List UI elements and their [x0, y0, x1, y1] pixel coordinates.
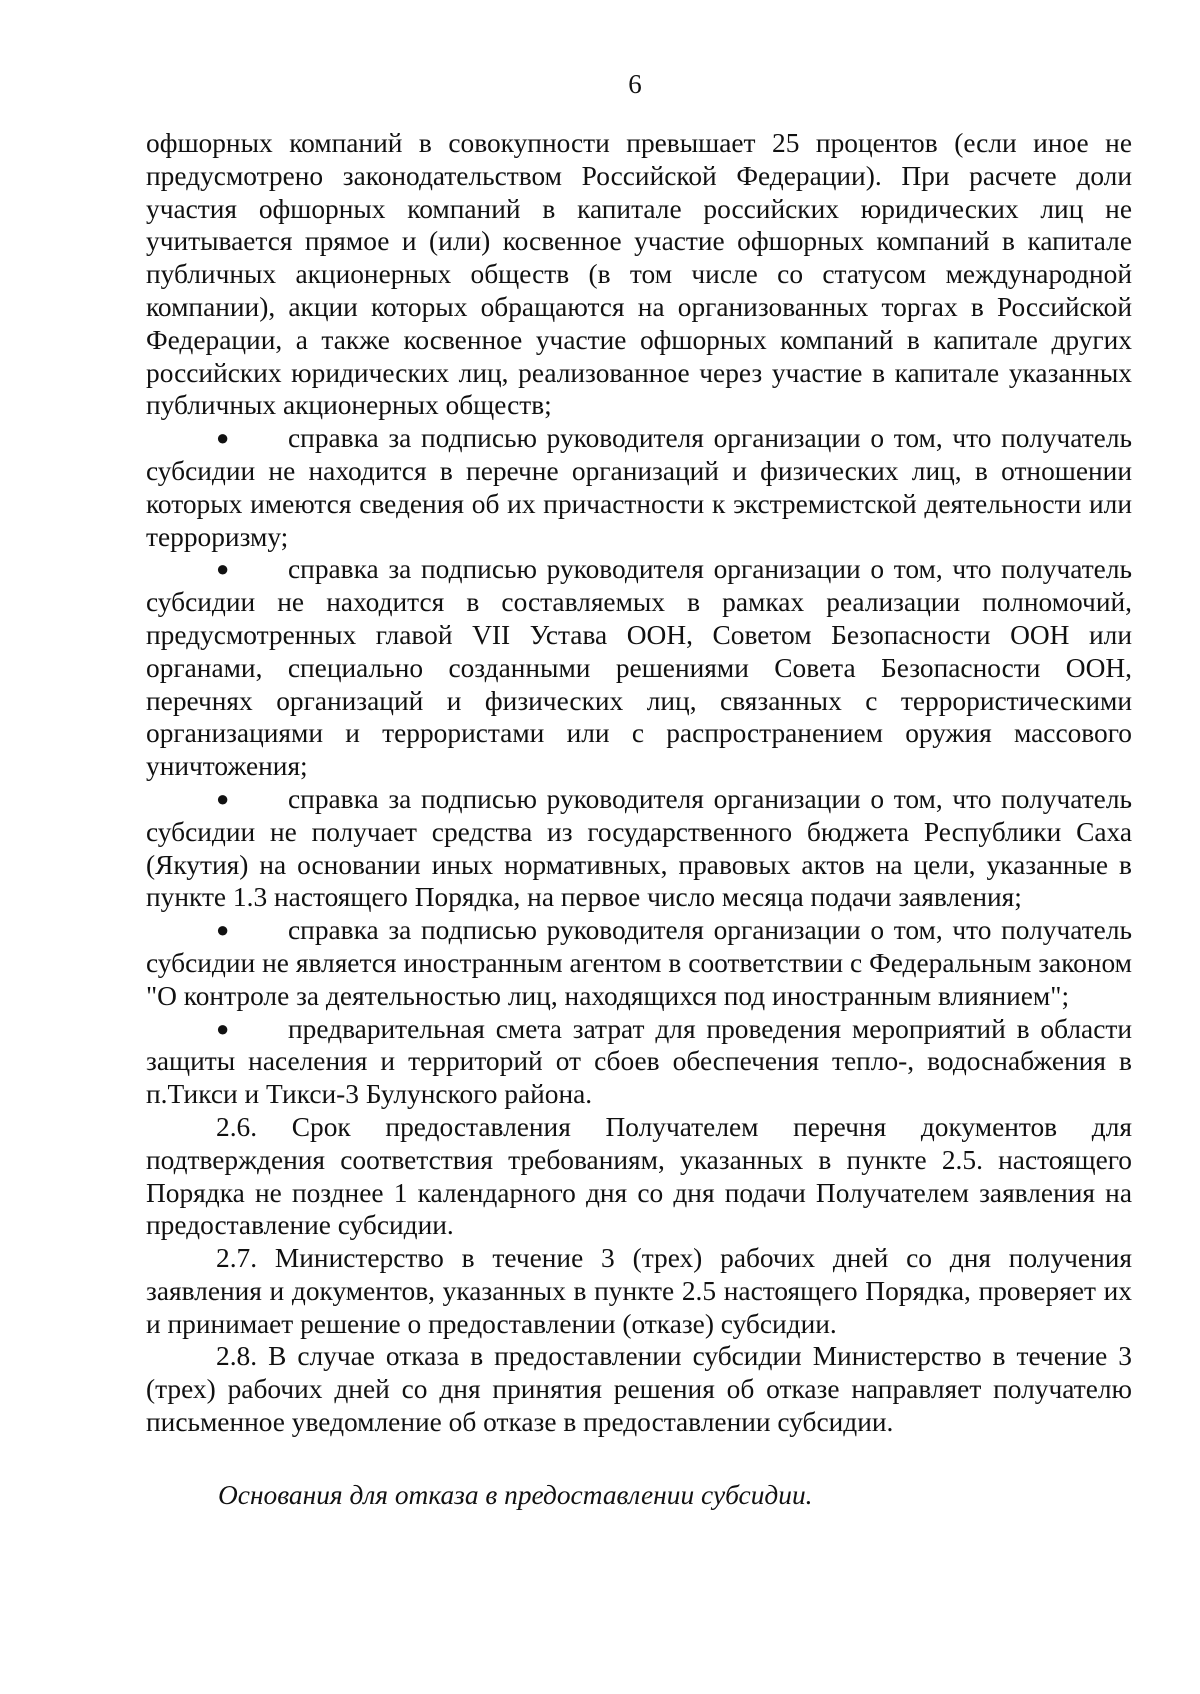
- bullet-item-5: [146, 1013, 1132, 1111]
- bullet-text-5: предварительная смета затрат для проведения мероприятий в области защиты населения и территорий от сбоев обеспечения тепло-, водоснабжения в п.Тикси и Тикси-3 Булунского района.: [146, 1013, 1132, 1110]
- bullet-text-4: справка за подписью руководителя организации о том, что получатель субсидии не является иностранным агентом в соответствии с Федеральным законом "О контроле за деятельностью лиц, находящихся под иностранным влиянием";: [146, 915, 1132, 1011]
- clause-2-8: 2.8. В случае отказа в предоставлении субсидии Министерство в течение 3 (трех) рабочих дней со дня принятия решения об отказе направляет получателю письменное уведомление об отказе в предоставлении субсидии.: [146, 1341, 1132, 1438]
- bullet-icon: ●: [216, 785, 230, 811]
- lead-paragraph: офшорных компаний в совокупности превышает 25 процентов (если иное не предусмотрено законодательством Российской Федерации). При расчете доли участия офшорных компаний в капитале российских юридических лиц не учитывается прямое и (или) косвенное участие офшорных компаний в капитале публичных акционерных обществ (в том числе со статусом международной компании), акции которых обращаются на организованных торгах в Российской Федерации, а также косвенное участие офшорных компаний в капитале других российских юридических лиц, реализованное через участие в капитале указанных публичных акционерных обществ;: [146, 128, 1132, 421]
- bullet-text-2: справка за подписью руководителя организации о том, что получатель субсидии не находится в составляемых в рамках реализации полномочий, предусмотренных главой VII Устава ООН, Советом Безопасности ООН или органами, специально созданными решениями Совета Безопасности ООН, перечнях организаций и физических лиц, связанных с террористическими организациями и террористами или с распространением оружия массового уничтожения;: [146, 554, 1132, 782]
- bullet-icon: ●: [216, 1015, 230, 1041]
- bullet-item-1: [146, 422, 1132, 553]
- page-number: 6: [628, 69, 642, 99]
- section-heading: Основания для отказа в предоставлении субсидии.: [218, 1479, 813, 1510]
- bullet-icon: ●: [216, 425, 230, 451]
- bullet-text-1: справка за подписью руководителя организации о том, что получатель субсидии не находится в перечне организаций и физических лиц, в отношении которых имеются сведения об их причастности к экстремистской деятельности или терроризму;: [146, 423, 1132, 552]
- bullet-icon: ●: [216, 556, 230, 582]
- clause-2-7: 2.7. Министерство в течение 3 (трех) рабочих дней со дня получения заявления и документов, указанных в пункте 2.5 настоящего Порядка, проверяет их и принимает решение о предоставлении (отказе) субсидии.: [146, 1243, 1132, 1339]
- clause-2-6: 2.6. Срок предоставления Получателем перечня документов для подтверждения соответствия требованиям, указанных в пункте 2.5. настоящего Порядка не позднее 1 календарного дня со дня подачи Получателем заявления на предоставление субсидии.: [146, 1111, 1132, 1241]
- document-body: [146, 127, 1132, 1512]
- bullet-item-3: [146, 783, 1132, 914]
- bullet-icon: ●: [216, 917, 230, 943]
- bullet-text-3: справка за подписью руководителя организации о том, что получатель субсидии не получает средства из государственного бюджета Республики Саха (Якутия) на основании иных нормативных, правовых актов на цели, указанные в пункте 1.3 настоящего Порядка, на первое число месяца подачи заявления;: [146, 783, 1132, 913]
- bullet-item-4: [146, 914, 1132, 1012]
- bullet-item-2: [146, 553, 1132, 783]
